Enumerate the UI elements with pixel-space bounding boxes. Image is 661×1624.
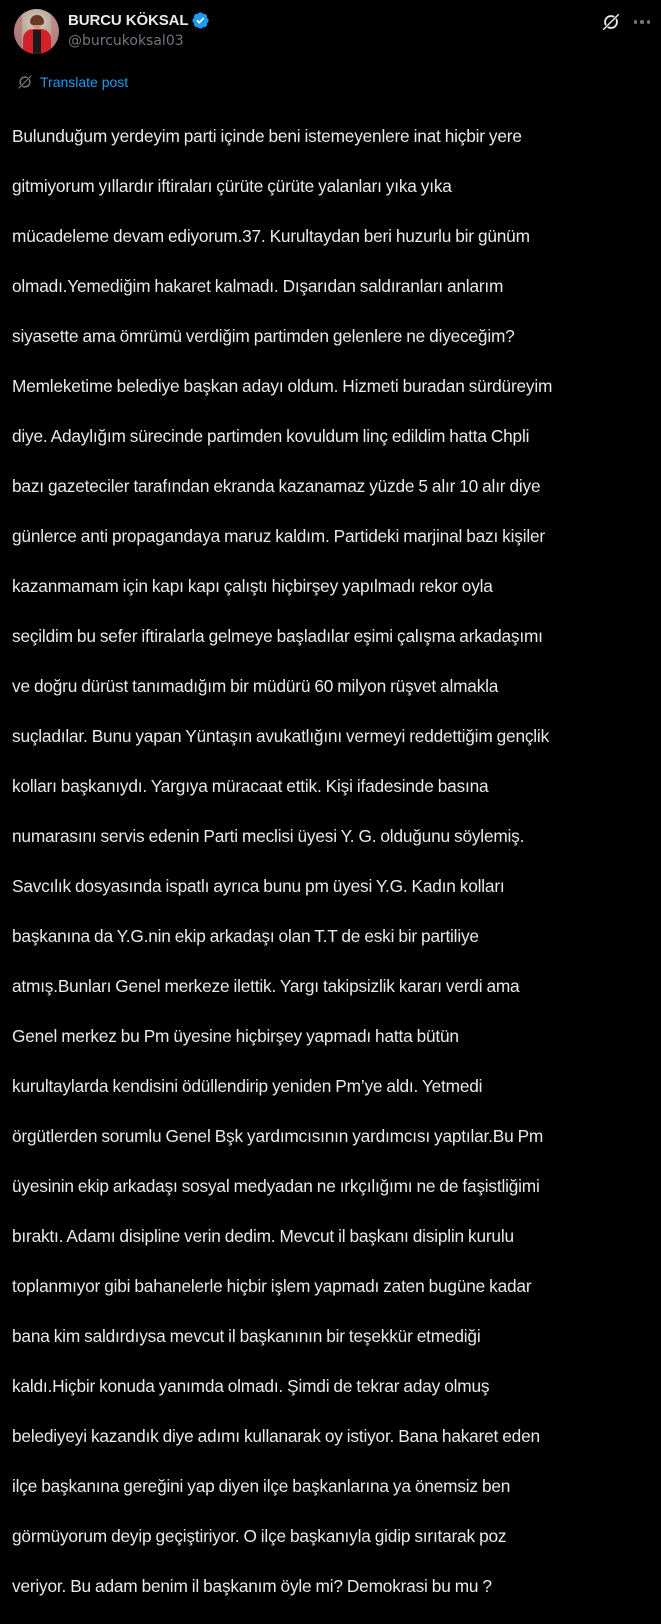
post-text-line: olmadı.Yemediğim hakaret kalmadı. Dışarıdan saldıranları anlarım: [12, 276, 504, 296]
post-text-line: kazanmamam için kapı kapı çalıştı hiçbirşey yapılmadı rekor oyla: [12, 576, 493, 596]
translate-post-label: Translate post: [40, 74, 129, 90]
post-text-line: gitmiyorum yıllardır iftiraları çürüte çürüte yalanları yıka yıka: [12, 176, 452, 196]
post-text-line: mücadeleme devam ediyorum.37. Kurultaydan beri huzurlu bir günüm: [12, 226, 530, 246]
post-text-line: veriyor. Bu adam benim il başkanım öyle mi? Demokrasi bu mu ?: [12, 1576, 492, 1596]
post-text-line: örgütlerden sorumlu Genel Bşk yardımcısının yardımcısı yaptılar.Bu Pm: [12, 1126, 544, 1146]
display-name-row: [68, 10, 210, 30]
avatar-figure-hair: [30, 15, 44, 25]
grok-translate-icon: [16, 73, 34, 91]
post-text-line: kolları başkanıydı. Yargıya müracaat ettik. Kişi ifadesinde basına: [12, 776, 489, 796]
post-text-line: suçladılar. Bunu yapan Yüntaşın avukatlığını vermeyi reddettiğim gençlik: [12, 726, 550, 746]
post-text-line: bana kim saldırdıysa mevcut il başkanının bir teşekkür etmediği: [12, 1326, 481, 1346]
more-dot-icon: [640, 20, 644, 24]
post-text-line: toplanmıyor gibi bahanelerle hiçbir işlem yapmadı zaten bugüne kadar: [12, 1276, 532, 1296]
post-text-line: Bulunduğum yerdeyim parti içinde beni istemeyenlere inat hiçbir yere: [12, 126, 522, 146]
post-text-line: seçildim bu sefer iftiralarla gelmeye başladılar eşimi çalışma arkadaşımı: [12, 626, 543, 646]
post-text-line: diye. Adaylığım sürecinde partimden kovuldum linç edildim hatta Chpli: [12, 426, 530, 446]
translate-post-button[interactable]: [16, 73, 128, 91]
post-text-line: numarasını servis edenin Parti meclisi üyesi Y. G. olduğunu söylemiş.: [12, 826, 525, 846]
post-text-line: bıraktı. Adamı disipline verin dedim. Mevcut il başkanı disiplin kurulu: [12, 1226, 514, 1246]
post-body: [12, 99, 652, 1624]
more-dot-icon: [634, 20, 638, 24]
avatar-figure-shirt: [33, 30, 41, 54]
post-text-line: bazı gazeteciler tarafından ekranda kazanamaz yüzde 5 alır 10 alır diye: [12, 476, 541, 496]
post-text-line: başkanına da Y.G.nin ekip arkadaşı olan T.T de eski bir partiliye: [12, 926, 479, 946]
grok-icon[interactable]: [600, 11, 622, 33]
post-text-line: ve doğru dürüst tanımadığım bir müdürü 60 milyon rüşvet almakla: [12, 676, 499, 696]
post-text-line: kaldı.Hiçbir konuda yanımda olmadı. Şimdi de tekrar aday olmuş: [12, 1376, 490, 1396]
author-info: [68, 10, 210, 49]
post-text-line: ilçe başkanına gereğini yap diyen ilçe başkanlarına ya önemsiz ben: [12, 1476, 511, 1496]
user-handle[interactable]: @burcukoksal03: [68, 33, 184, 49]
post-text-line: atmış.Bunları Genel merkeze ilettik. Yargı takipsizlik kararı verdi ama: [12, 976, 520, 996]
post-text-line: Savcılık dosyasında ispatlı ayrıca bunu pm üyesi Y.G. Kadın kolları: [12, 876, 505, 896]
post-text-line: siyasette ama ömrümü verdiğim partimden gelenlere ne diyeceğim?: [12, 326, 515, 346]
post-text-line: günlerce anti propagandaya maruz kaldım. Partideki marjinal bazı kişiler: [12, 526, 545, 546]
display-name[interactable]: BURCU KÖKSAL: [68, 11, 189, 29]
avatar[interactable]: [14, 9, 59, 54]
post-text-line: üyesinin ekip arkadaşı sosyal medyadan ne ırkçılığımı ne de faşistliğimi: [12, 1176, 540, 1196]
more-options-icon[interactable]: [630, 11, 654, 33]
post-text-line: belediyeyi kazandık diye adımı kullanarak oy istiyor. Bana hakaret eden: [12, 1426, 540, 1446]
verified-badge-icon[interactable]: [191, 11, 210, 30]
more-dot-icon: [647, 20, 651, 24]
post-text-line: kurultaylarda kendisini ödüllendirip yeniden Pm’ye aldı. Yetmedi: [12, 1076, 483, 1096]
post-text-line: Memleketime belediye başkan adayı oldum. Hizmeti buradan sürdüreyim: [12, 376, 553, 396]
post-text-line: görmüyorum deyip geçiştiriyor. O ilçe başkanıyla gidip sırıtarak poz: [12, 1526, 507, 1546]
post-text-line: Genel merkez bu Pm üyesine hiçbirşey yapmadı hatta bütün: [12, 1026, 459, 1046]
post-header: [0, 0, 661, 64]
